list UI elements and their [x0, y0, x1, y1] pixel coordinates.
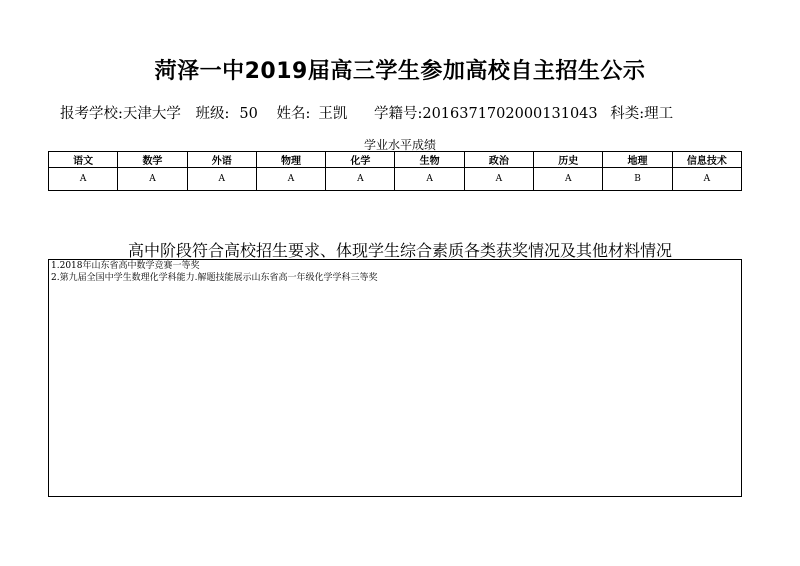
scores-value-row [49, 168, 742, 191]
student-id-label: 学籍号: [373, 106, 423, 122]
subject-header: 生物 [395, 152, 464, 168]
name-value: 王凯 [318, 106, 348, 122]
subject-header: 语文 [49, 152, 118, 168]
grade-cell: A [256, 168, 325, 191]
subject-header: 历史 [534, 152, 603, 168]
grade-cell: A [395, 168, 464, 191]
name-label: 姓名: [276, 106, 311, 122]
subject-header: 物理 [256, 152, 325, 168]
page-title: 菏泽一中2019届高三学生参加高校自主招生公示 [154, 59, 646, 84]
scores-header-row [49, 152, 742, 168]
grade-cell: A [187, 168, 256, 191]
grade-cell: A [49, 168, 118, 191]
subject-header: 数学 [118, 152, 187, 168]
category-label: 科类: [610, 106, 645, 122]
school-value: 天津大学 [122, 106, 181, 122]
grade-cell: A [118, 168, 187, 191]
subject-header: 地理 [603, 152, 672, 168]
scores-caption: 学业水平成绩 [363, 138, 436, 152]
category-value: 理工 [644, 106, 674, 122]
grade-cell: B [603, 168, 672, 191]
scores-table [48, 151, 742, 191]
school-label: 报考学校: [60, 106, 123, 122]
student-info-line [60, 102, 673, 123]
grade-cell: A [672, 168, 741, 191]
subject-header: 化学 [326, 152, 395, 168]
award-item: 1.2018年山东省高中数学竞赛一等奖 [51, 261, 200, 271]
subject-header: 外语 [187, 152, 256, 168]
student-id-value: 2016371702000131043 [422, 106, 598, 122]
grade-cell: A [464, 168, 533, 191]
grade-cell: A [326, 168, 395, 191]
awards-heading: 高中阶段符合高校招生要求、体现学生综合素质各类获奖情况及其他材料情况 [127, 241, 672, 260]
awards-box [48, 259, 742, 497]
class-value: 50 [239, 106, 258, 122]
subject-header: 信息技术 [672, 152, 741, 168]
grade-cell: A [534, 168, 603, 191]
award-item: 2.第九届全国中学生数理化学科能力.解题技能展示山东省高一年级化学学科三等奖 [51, 273, 378, 283]
subject-header: 政治 [464, 152, 533, 168]
class-label: 班级: [195, 106, 230, 122]
